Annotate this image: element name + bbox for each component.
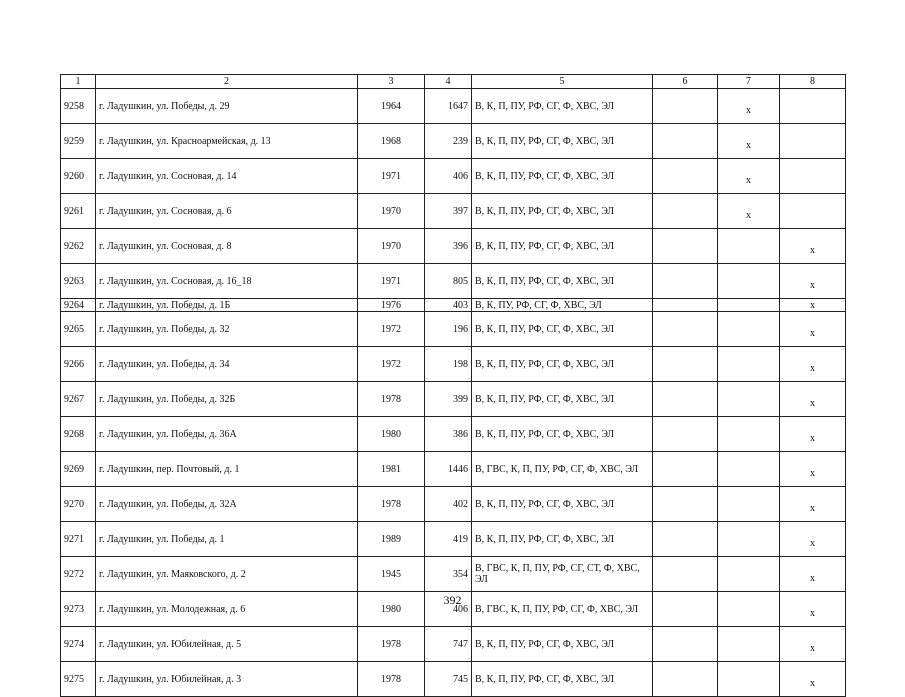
page-number: 392 [443,593,462,607]
column-6-cell [653,627,718,662]
table-row [61,299,846,312]
column-8-cell: х [780,417,846,452]
year-cell: 1978 [358,662,425,697]
area-cell: 419 [425,522,472,557]
area-cell: 1446 [425,452,472,487]
table-row [61,522,846,557]
table-row [61,662,846,697]
column-6-cell [653,522,718,557]
row-number: 9269 [61,452,96,487]
address-cell: г. Ладушкин, ул. Победы, д. 34 [96,347,358,382]
column-6-cell [653,159,718,194]
column-header-7: 7 [718,75,780,89]
column-8-cell: х [780,452,846,487]
utilities-cell: В, К, П, ПУ, РФ, СГ, Ф, ХВС, ЭЛ [472,194,653,229]
area-cell: 747 [425,627,472,662]
column-6-cell [653,312,718,347]
column-8-cell: х [780,487,846,522]
row-number: 9265 [61,312,96,347]
area-cell: 196 [425,312,472,347]
row-number: 9274 [61,627,96,662]
area-cell: 399 [425,382,472,417]
utilities-cell: В, К, ПУ, РФ, СГ, Ф, ХВС, ЭЛ [472,299,653,312]
table-row [61,312,846,347]
year-cell: 1978 [358,382,425,417]
year-cell: 1968 [358,124,425,159]
table-row [61,557,846,592]
year-cell: 1964 [358,89,425,124]
column-8-cell: х [780,264,846,299]
row-number: 9267 [61,382,96,417]
table-row [61,229,846,264]
utilities-cell: В, К, П, ПУ, РФ, СГ, Ф, ХВС, ЭЛ [472,627,653,662]
row-number: 9259 [61,124,96,159]
column-7-cell [718,522,780,557]
year-cell: 1980 [358,417,425,452]
row-number: 9258 [61,89,96,124]
row-number: 9273 [61,592,96,627]
table-row [61,194,846,229]
utilities-cell: В, К, П, ПУ, РФ, СГ, Ф, ХВС, ЭЛ [472,89,653,124]
year-cell: 1971 [358,264,425,299]
row-number: 9266 [61,347,96,382]
area-cell: 386 [425,417,472,452]
area-cell: 805 [425,264,472,299]
area-cell: 1647 [425,89,472,124]
year-cell: 1970 [358,194,425,229]
table-row [61,124,846,159]
area-cell: 745 [425,662,472,697]
table-row [61,264,846,299]
table-row [61,417,846,452]
utilities-cell: В, К, П, ПУ, РФ, СГ, Ф, ХВС, ЭЛ [472,382,653,417]
address-cell: г. Ладушкин, ул. Победы, д. 32Б [96,382,358,417]
address-cell: г. Ладушкин, ул. Сосновая, д. 8 [96,229,358,264]
area-cell: 354 [425,557,472,592]
year-cell: 1972 [358,347,425,382]
year-cell: 1978 [358,487,425,522]
column-6-cell [653,264,718,299]
column-7-cell [718,487,780,522]
column-7-cell [718,264,780,299]
column-6-cell [653,299,718,312]
address-cell: г. Ладушкин, ул. Красноармейская, д. 13 [96,124,358,159]
table-row [61,89,846,124]
address-cell: г. Ладушкин, ул. Маяковского, д. 2 [96,557,358,592]
row-number: 9271 [61,522,96,557]
year-cell: 1980 [358,592,425,627]
column-header-5: 5 [472,75,653,89]
column-header-4: 4 [425,75,472,89]
year-cell: 1978 [358,627,425,662]
address-cell: г. Ладушкин, ул. Сосновая, д. 16_18 [96,264,358,299]
column-6-cell [653,452,718,487]
column-8-cell [780,159,846,194]
year-cell: 1989 [358,522,425,557]
column-7-cell [718,382,780,417]
address-cell: г. Ладушкин, ул. Победы, д. 1Б [96,299,358,312]
address-cell: г. Ладушкин, ул. Победы, д. 32А [96,487,358,522]
column-8-cell [780,89,846,124]
column-8-cell: х [780,522,846,557]
column-7-cell [718,452,780,487]
column-6-cell [653,89,718,124]
address-cell: г. Ладушкин, ул. Сосновая, д. 14 [96,159,358,194]
area-cell: 406 [425,159,472,194]
utilities-cell: В, К, П, ПУ, РФ, СГ, Ф, ХВС, ЭЛ [472,312,653,347]
column-8-cell [780,124,846,159]
year-cell: 1981 [358,452,425,487]
column-8-cell [780,194,846,229]
address-cell: г. Ладушкин, пер. Почтовый, д. 1 [96,452,358,487]
utilities-cell: В, К, П, ПУ, РФ, СГ, Ф, ХВС, ЭЛ [472,347,653,382]
row-number: 9270 [61,487,96,522]
address-cell: г. Ладушкин, ул. Победы, д. 29 [96,89,358,124]
column-6-cell [653,194,718,229]
column-8-cell: х [780,347,846,382]
row-number: 9264 [61,299,96,312]
area-cell: 239 [425,124,472,159]
area-cell: 406 [425,592,472,627]
address-cell: г. Ладушкин, ул. Молодежная, д. 6 [96,592,358,627]
column-header-8: 8 [780,75,846,89]
table-row [61,452,846,487]
column-6-cell [653,347,718,382]
utilities-cell: В, К, П, ПУ, РФ, СГ, Ф, ХВС, ЭЛ [472,662,653,697]
year-cell: 1945 [358,557,425,592]
column-7-cell: х [718,89,780,124]
header-row [61,75,846,89]
table-row [61,627,846,662]
year-cell: 1971 [358,159,425,194]
column-7-cell: х [718,194,780,229]
row-number: 9275 [61,662,96,697]
column-7-cell [718,417,780,452]
column-8-cell: х [780,229,846,264]
area-cell: 403 [425,299,472,312]
address-cell: г. Ладушкин, ул. Победы, д. 1 [96,522,358,557]
column-7-cell [718,627,780,662]
utilities-cell: В, К, П, ПУ, РФ, СГ, Ф, ХВС, ЭЛ [472,417,653,452]
year-cell: 1976 [358,299,425,312]
column-header-3: 3 [358,75,425,89]
column-8-cell: х [780,557,846,592]
row-number: 9262 [61,229,96,264]
column-6-cell [653,124,718,159]
utilities-cell: В, К, П, ПУ, РФ, СГ, Ф, ХВС, ЭЛ [472,159,653,194]
table-row [61,159,846,194]
column-header-6: 6 [653,75,718,89]
column-6-cell [653,417,718,452]
column-header-2: 2 [96,75,358,89]
address-cell: г. Ладушкин, ул. Победы, д. 36А [96,417,358,452]
area-cell: 402 [425,487,472,522]
table-row [61,382,846,417]
utilities-cell: В, ГВС, К, П, ПУ, РФ, СГ, Ф, ХВС, ЭЛ [472,592,653,627]
column-7-cell [718,662,780,697]
row-number: 9261 [61,194,96,229]
year-cell: 1972 [358,312,425,347]
address-cell: г. Ладушкин, ул. Победы, д. 32 [96,312,358,347]
column-6-cell [653,487,718,522]
column-8-cell: х [780,382,846,417]
row-number: 9272 [61,557,96,592]
column-6-cell [653,229,718,264]
column-7-cell [718,229,780,264]
column-7-cell [718,299,780,312]
column-7-cell: х [718,124,780,159]
area-cell: 396 [425,229,472,264]
row-number: 9263 [61,264,96,299]
column-6-cell [653,557,718,592]
column-8-cell: х [780,592,846,627]
utilities-cell: В, К, П, ПУ, РФ, СГ, Ф, ХВС, ЭЛ [472,264,653,299]
table-row [61,487,846,522]
area-cell: 198 [425,347,472,382]
column-7-cell: х [718,159,780,194]
utilities-cell: В, ГВС, К, П, ПУ, РФ, СГ, СТ, Ф, ХВС, ЭЛ [472,557,653,592]
column-6-cell [653,382,718,417]
column-7-cell [718,347,780,382]
address-cell: г. Ладушкин, ул. Юбилейная, д. 5 [96,627,358,662]
utilities-cell: В, К, П, ПУ, РФ, СГ, Ф, ХВС, ЭЛ [472,522,653,557]
column-8-cell: х [780,312,846,347]
year-cell: 1970 [358,229,425,264]
column-8-cell: х [780,662,846,697]
address-cell: г. Ладушкин, ул. Юбилейная, д. 3 [96,662,358,697]
table-row [61,347,846,382]
utilities-cell: В, ГВС, К, П, ПУ, РФ, СГ, Ф, ХВС, ЭЛ [472,452,653,487]
column-8-cell: х [780,627,846,662]
row-number: 9268 [61,417,96,452]
utilities-cell: В, К, П, ПУ, РФ, СГ, Ф, ХВС, ЭЛ [472,229,653,264]
column-8-cell: х [780,299,846,312]
column-7-cell [718,312,780,347]
utilities-cell: В, К, П, ПУ, РФ, СГ, Ф, ХВС, ЭЛ [472,487,653,522]
column-header-1: 1 [61,75,96,89]
column-6-cell [653,662,718,697]
row-number: 9260 [61,159,96,194]
address-cell: г. Ладушкин, ул. Сосновая, д. 6 [96,194,358,229]
area-cell: 397 [425,194,472,229]
column-7-cell [718,557,780,592]
utilities-cell: В, К, П, ПУ, РФ, СГ, Ф, ХВС, ЭЛ [472,124,653,159]
